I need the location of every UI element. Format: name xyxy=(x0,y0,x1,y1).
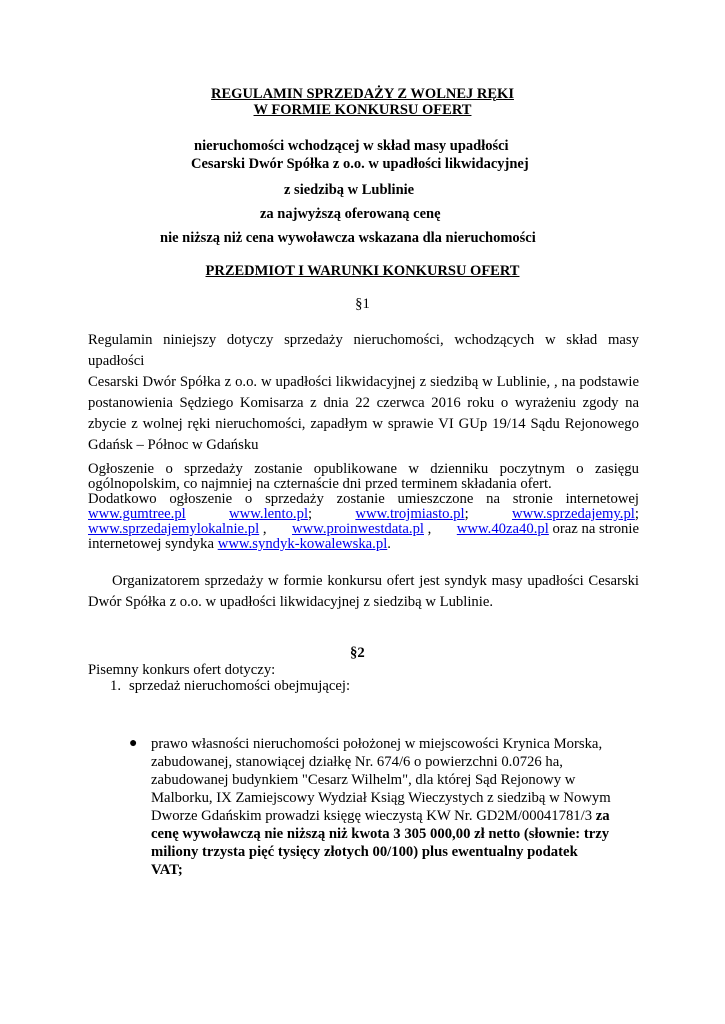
organizer-line1: Organizatorem sprzedaży w formie konkursu ofert jest syndyk masy upadłości Cesarski xyxy=(112,573,639,589)
section-heading: PRZEDMIOT I WARUNKI KONKURSU OFERT xyxy=(205,263,520,279)
bullet-line: zabudowanej, stanowiącej działkę Nr. 674/6 o powierzchni 0.0726 ha, xyxy=(151,754,563,770)
bullet-icon: ● xyxy=(129,736,138,751)
bullet-line5-bold: za xyxy=(595,808,610,824)
notice-line3: Dodatkowo ogłoszenie o sprzedaży zostanie umieszczone na stronie internetowej xyxy=(88,491,639,507)
link-syndyk[interactable]: www.syndyk-kowalewska.pl xyxy=(217,536,388,552)
notice-line1: Ogłoszenie o sprzedaży zostanie opublikowane w dzienniku poczytnym o zasięgu xyxy=(88,461,639,477)
separator: , xyxy=(259,521,267,537)
list-item-number: 1. xyxy=(110,678,122,694)
subject-line5: nie niższą niż cena wywoławcza wskazana dla nieruchomości xyxy=(160,230,536,246)
bullet-line5 xyxy=(151,807,611,825)
price-line: miliony trzysta pięć tysięcy złotych 00/100) plus ewentualny podatek VAT; xyxy=(151,844,578,878)
document-title-line1: REGULAMIN SPRZEDAŻY Z WOLNEJ RĘKI xyxy=(211,86,514,102)
separator: ; xyxy=(308,506,313,522)
organizer-line2: Dwór Spółka z o.o. w upadłości likwidacyjnej z siedzibą w Lublinie. xyxy=(88,594,494,610)
separator: , xyxy=(424,521,432,537)
organizer-paragraph xyxy=(88,571,639,613)
subject-line4: za najwyższą oferowaną cenę xyxy=(260,206,441,222)
period: . xyxy=(387,536,391,552)
link-trojmiasto[interactable]: www.trojmiasto.pl xyxy=(355,506,465,522)
para1-line: postanowienia Sędziego Komisarza z dnia 22 czerwca 2016 roku o wyrażeniu zgody na xyxy=(88,395,639,411)
bullet-item xyxy=(151,735,611,879)
separator: ; xyxy=(634,506,639,522)
subject-line3: z siedzibą w Lublinie xyxy=(284,182,415,198)
section2-intro: Pisemny konkurs ofert dotyczy: xyxy=(88,662,276,678)
section1-paragraph xyxy=(88,330,639,456)
para1-line: zbycie z wolnej ręki nieruchomości, zapadłym w sprawie VI GUp 19/14 Sądu Rejonowego xyxy=(88,416,639,432)
link-sprzedajemylokalnie[interactable]: www.sprzedajemylokalnie.pl xyxy=(88,521,260,537)
para1-line: Regulamin niniejszy dotyczy sprzedaży nieruchomości, wchodzących w skład masy upadłości xyxy=(88,332,639,369)
notice-links-row1 xyxy=(88,507,639,522)
bullet-line: Malborku, IX Zamiejscowy Wydział Ksiąg Wieczystych z siedzibą w Nowym xyxy=(151,790,611,806)
notice-paragraph xyxy=(88,462,639,552)
link-proinwestdata[interactable]: www.proinwestdata.pl xyxy=(291,521,424,537)
link-lento[interactable]: www.lento.pl xyxy=(229,506,309,522)
subject-line1: nieruchomości wchodzącej w skład masy upadłości xyxy=(194,138,509,154)
notice-line6 xyxy=(88,537,639,552)
section2-mark: §2 xyxy=(350,645,365,661)
link-40za40[interactable]: www.40za40.pl xyxy=(456,521,549,537)
bullet-line5-normal: Dworze Gdańskim prowadzi księgę wieczystą KW Nr. GD2M/00041781/3 xyxy=(151,808,593,824)
separator: ; xyxy=(464,506,469,522)
notice-tail: oraz na stronie xyxy=(552,521,639,537)
subject-line2: Cesarski Dwór Spółka z o.o. w upadłości likwidacyjnej xyxy=(191,156,529,172)
bullet-line: prawo własności nieruchomości położonej w miejscowości Krynica Morska, xyxy=(151,736,603,752)
list-item-text: sprzedaż nieruchomości obejmującej: xyxy=(129,678,351,694)
price-line: cenę wywoławczą nie niższą niż kwota 3 305 000,00 zł netto (słownie: trzy xyxy=(151,826,610,842)
bullet-line: zabudowanej budynkiem "Cesarz Wilhelm", dla której Sąd Rejonowy w xyxy=(151,772,576,788)
notice-links-row2 xyxy=(88,522,639,537)
para1-line: Cesarski Dwór Spółka z o.o. w upadłości likwidacyjnej z siedzibą w Lublinie, , na podstawie xyxy=(88,374,639,390)
notice-line2: ogólnopolskim, co najmniej na czternaście dni przed terminem składania ofert. xyxy=(88,476,552,492)
document-title-line2: W FORMIE KONKURSU OFERT xyxy=(253,102,472,118)
link-gumtree[interactable]: www.gumtree.pl xyxy=(88,506,186,522)
para1-line: Gdańsk – Północ w Gdańsku xyxy=(88,437,259,453)
link-sprzedajemy[interactable]: www.sprzedajemy.pl xyxy=(511,506,635,522)
section1-mark: §1 xyxy=(355,296,370,312)
notice-line6-prefix: internetowej syndyka xyxy=(88,536,215,552)
